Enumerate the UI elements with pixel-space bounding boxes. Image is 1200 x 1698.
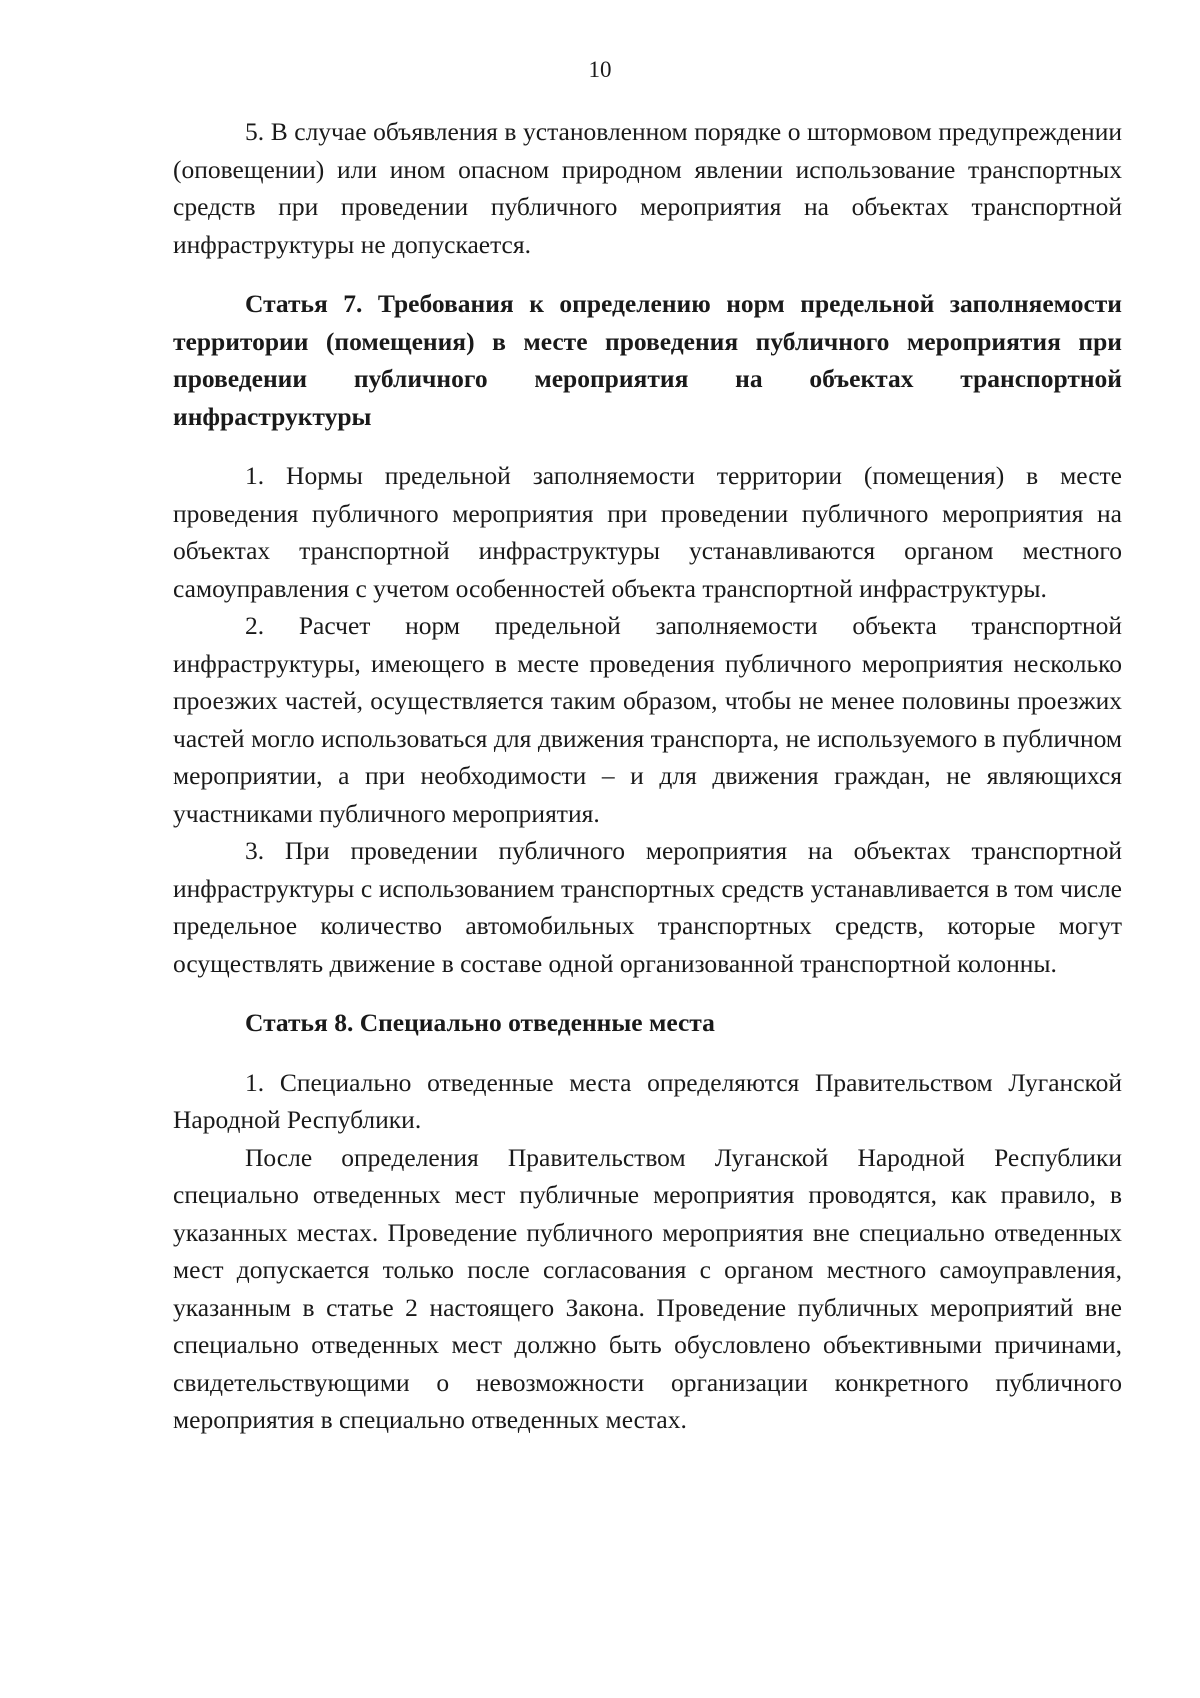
article-7-heading: Статья 7. Требования к определению норм предельной заполняемости территории (помещения) в месте проведения публичного мероприятия при проведении публичного мероприятия на объектах транспортной инфраструктуры — [173, 289, 1122, 431]
document-body — [173, 113, 1122, 1439]
paragraph-article6-item5: 5. В случае объявления в установленном порядке о штормовом предупреждении (оповещении) или ином опасном природном явлении использование транспортных средств при проведении публичного мероприятия на объектах транспортной инфраструктуры не допускается. — [173, 117, 1122, 259]
paragraph-article7-item3: 3. При проведении публичного мероприятия на объектах транспортной инфраструктуры с использованием транспортных средств устанавливается в том числе предельное количество автомобильных транспортных средств, которые могут осуществлять движение в составе одной организованной транспортной колонны. — [173, 836, 1122, 978]
paragraph-article8-continuation: После определения Правительством Луганской Народной Республики специально отведенных мест публичные мероприятия проводятся, как правило, в указанных местах. Проведение публичного мероприятия вне специально отведенных мест допускается только после согласования с органом местного самоуправления, указанным в статье 2 настоящего Закона. Проведение публичных мероприятий вне специально отведенных мест должно быть обусловлено объективными причинами, свидетельствующими о невозможности организации конкретного публичного мероприятия в специально отведенных местах. — [173, 1142, 1122, 1434]
article-8-heading: Статья 8. Специально отведенные места — [245, 1008, 715, 1037]
paragraph-article8-item1: 1. Специально отведенные места определяются Правительством Луганской Народной Республики. — [173, 1067, 1122, 1134]
page-number: 10 — [588, 57, 612, 82]
paragraph-article7-item2: 2. Расчет норм предельной заполняемости объекта транспортной инфраструктуры, имеющего в месте проведения публичного мероприятия несколько проезжих частей, осуществляется таким образом, чтобы не менее половины проезжих частей могло использоваться для движения транспорта, не используемого в публичном мероприятии, а при необходимости – и для движения граждан, не являющихся участниками публичного мероприятия. — [173, 611, 1122, 828]
paragraph-article7-item1: 1. Нормы предельной заполняемости территории (помещения) в месте проведения публичного мероприятия при проведении публичного мероприятия на объектах транспортной инфраструктуры устанавливаются органом местного самоуправления с учетом особенностей объекта транспортной инфраструктуры. — [173, 461, 1122, 603]
